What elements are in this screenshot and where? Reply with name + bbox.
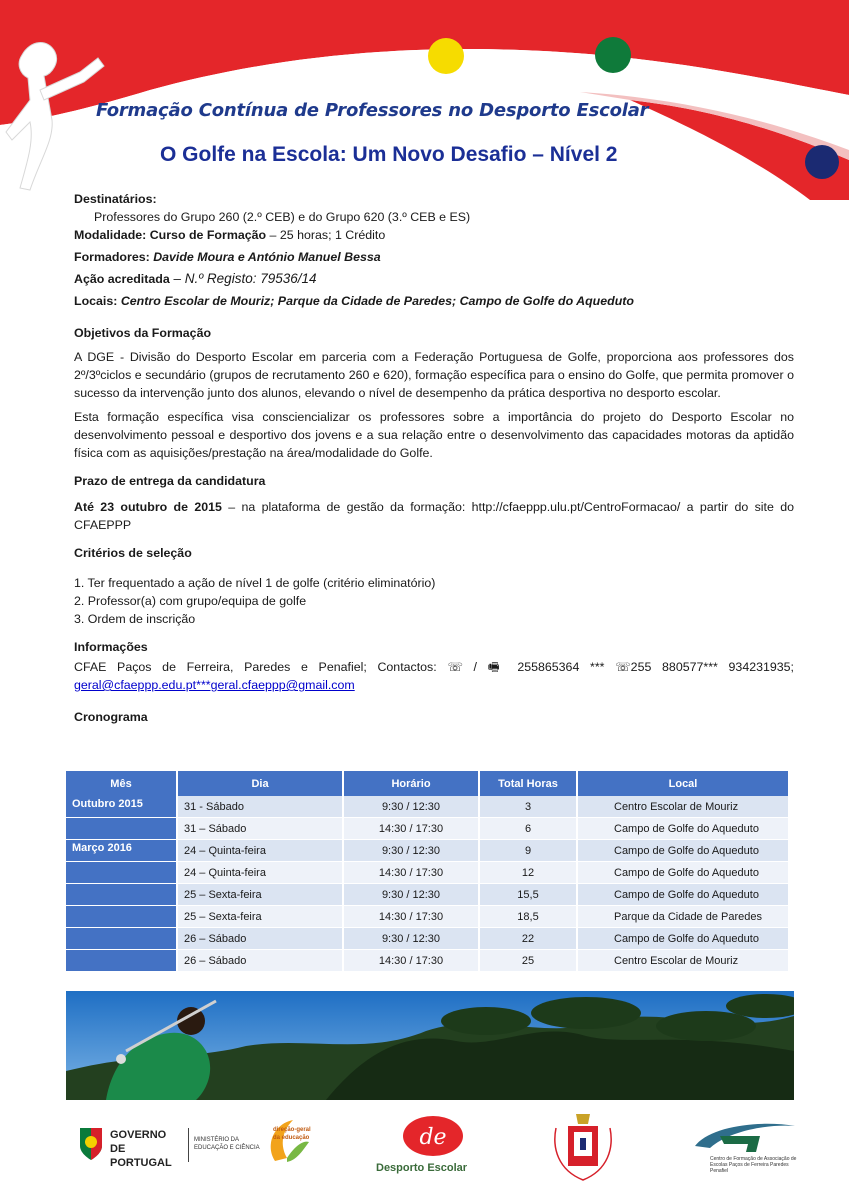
desporto-escolar-logo: [368, 1114, 498, 1180]
cell-horario: 14:30 / 17:30: [344, 862, 480, 884]
cell-dia: 24 – Quinta-feira: [178, 862, 344, 884]
cell-horario: 14:30 / 17:30: [344, 906, 480, 928]
modalidade-line: [74, 226, 794, 244]
cell-local: Campo de Golfe do Aqueduto: [578, 840, 790, 862]
email-link[interactable]: geral@cfaeppp.edu.pt***geral.cfaeppp@gmail.com: [74, 678, 355, 692]
cell-total-horas: 25: [480, 950, 578, 972]
criterios-list: [74, 574, 794, 628]
cfae-logo: [690, 1118, 800, 1182]
cell-total-horas: 12: [480, 862, 578, 884]
svg-text:de: de: [419, 1125, 447, 1150]
governo-logo: [78, 1122, 268, 1172]
formadores-text: Davide Moura e António Manuel Bessa: [149, 250, 381, 264]
cell-mes: [66, 906, 178, 928]
cell-mes: [66, 862, 178, 884]
table-row: [66, 906, 790, 928]
prazo-text: – na plataforma de gestão da formação: http://cfaeppp.ulu.pt/CentroFormacao/ a partir do site do CFAEPPP: [74, 500, 794, 532]
acao-label: Ação acreditada: [74, 272, 170, 286]
navy-ball-icon: [805, 145, 839, 179]
column-header-total-horas: Total Horas: [480, 771, 578, 796]
page-title: O Golfe na Escola: Um Novo Desafio – Nível 2: [160, 143, 618, 166]
cfae-text: Centro de Formação de Associação de Escolas Paços de Ferreira Paredes Penafiel: [710, 1156, 797, 1174]
criterio-item: 2. Professor(a) com grupo/equipa de golfe: [74, 594, 307, 608]
prazo-date: Até 23 outubro de 2015: [74, 500, 222, 514]
table-header-row: [66, 771, 790, 796]
informacoes-contacts: CFAE Paços de Ferreira, Paredes e Penafiel; Contactos: ☏ / 🖷 255865364 *** ☏255 880577*** 934231935;: [74, 660, 794, 674]
cronograma-heading: Cronograma: [74, 710, 148, 724]
cell-total-horas: 22: [480, 928, 578, 950]
de-emblem-icon: [398, 1114, 468, 1158]
sponsor-logos: [60, 1108, 800, 1188]
acao-text: – N.º Registo: 79536/14: [169, 271, 317, 286]
federacao-crest-icon: [548, 1108, 618, 1188]
table-body: [66, 796, 790, 972]
criterio-item: 1. Ter frequentado a ação de nível 1 de golfe (critério eliminatório): [74, 576, 436, 590]
objetivos-paragraph-2: Esta formação específica visa consciencializar os professores sobre a importância do projeto do Desporto Escolar no desenvolvimento pessoal e desportivo dos jovens e a sua relação entre o desenvolvimento das capacidades motoras da aptidão física com as aquisições/prestação na área/modalidade do Golfe.: [74, 410, 794, 460]
portugal-shield-icon: [78, 1126, 104, 1162]
table-row: [66, 928, 790, 950]
dge-logo: [265, 1116, 335, 1176]
column-header-dia: Dia: [178, 771, 344, 796]
cfae-swoosh-icon: [690, 1118, 800, 1154]
cell-horario: 9:30 / 12:30: [344, 928, 480, 950]
cell-local: Parque da Cidade de Paredes: [578, 906, 790, 928]
objetivos-heading: Objetivos da Formação: [74, 326, 212, 340]
golf-photo: [66, 991, 794, 1100]
table-row: [66, 862, 790, 884]
table-row: [66, 818, 790, 840]
cell-local: Campo de Golfe do Aqueduto: [578, 928, 790, 950]
destinatarios-label: Destinatários:: [74, 192, 157, 206]
criterio-item: 3. Ordem de inscrição: [74, 612, 196, 626]
table-row: [66, 796, 790, 818]
cell-mes: [66, 950, 178, 972]
cell-horario: 9:30 / 12:30: [344, 840, 480, 862]
cell-total-horas: 3: [480, 796, 578, 818]
cell-local: Centro Escolar de Mouriz: [578, 950, 790, 972]
governo-text: GOVERNO DE PORTUGAL: [110, 1129, 172, 1169]
cell-total-horas: 15,5: [480, 884, 578, 906]
cell-mes: [66, 818, 178, 840]
cell-total-horas: 6: [480, 818, 578, 840]
informacoes-emails-line: [74, 676, 794, 694]
table-row: [66, 840, 790, 862]
cell-dia: 31 - Sábado: [178, 796, 344, 818]
cell-horario: 9:30 / 12:30: [344, 884, 480, 906]
cell-local: Campo de Golfe do Aqueduto: [578, 884, 790, 906]
cell-local: Campo de Golfe do Aqueduto: [578, 862, 790, 884]
green-ball-icon: [595, 37, 631, 73]
cell-mes: [66, 884, 178, 906]
criterios-heading: Critérios de seleção: [74, 546, 192, 560]
modalidade-text: – 25 horas; 1 Crédito: [266, 228, 386, 242]
column-header-mes: Mês: [66, 771, 178, 796]
column-header-horario: Horário: [344, 771, 480, 796]
objetivos-paragraph-1: A DGE - Divisão do Desporto Escolar em parceria com a Federação Portuguesa de Golfe, proporciona aos professores dos 2º/3ºciclos e secundário (grupos de recrutamento 260 e 620), formação específica para o ensino do Golfe, que permita promover o sucesso da intervenção junto dos alunos, elevando o nível de desempenho da prática desportiva no desporto escolar.: [74, 350, 794, 400]
cell-dia: 25 – Sexta-feira: [178, 884, 344, 906]
cell-mes: [66, 928, 178, 950]
cell-mes: Outubro 2015: [66, 796, 178, 818]
locais-line: [74, 292, 794, 310]
table-row: [66, 884, 790, 906]
cell-horario: 14:30 / 17:30: [344, 818, 480, 840]
modalidade-label: Modalidade: Curso de Formação: [74, 228, 267, 242]
cell-horario: 14:30 / 17:30: [344, 950, 480, 972]
dge-text: direção-geral da educação: [273, 1127, 311, 1141]
cell-local: Centro Escolar de Mouriz: [578, 796, 790, 818]
cell-horario: 9:30 / 12:30: [344, 796, 480, 818]
cronograma-table: [66, 771, 790, 972]
page-subtitle: Formação Contínua de Professores no Desporto Escolar: [96, 100, 649, 121]
document-body: [74, 190, 794, 732]
federacao-golfe-logo: [548, 1108, 618, 1188]
cell-dia: 24 – Quinta-feira: [178, 840, 344, 862]
formadores-label: Formadores:: [74, 250, 150, 264]
ministerio-text: MINISTÉRIO DA EDUCAÇÃO E CIÊNCIA: [194, 1137, 260, 1151]
destinatarios-text: Professores do Grupo 260 (2.º CEB) e do Grupo 620 (3.º CEB e ES): [94, 210, 471, 224]
locais-label: Locais:: [74, 294, 118, 308]
cell-dia: 25 – Sexta-feira: [178, 906, 344, 928]
acao-line: [74, 270, 794, 288]
cell-dia: 26 – Sábado: [178, 950, 344, 972]
yellow-ball-icon: [428, 38, 464, 74]
table-row: [66, 950, 790, 972]
cell-total-horas: 18,5: [480, 906, 578, 928]
cell-dia: 26 – Sábado: [178, 928, 344, 950]
desporto-escolar-text: Desporto Escolar: [376, 1162, 468, 1174]
informacoes-heading: Informações: [74, 640, 148, 654]
locais-text: Centro Escolar de Mouriz; Parque da Cidade de Paredes; Campo de Golfe do Aqueduto: [117, 294, 634, 308]
cell-local: Campo de Golfe do Aqueduto: [578, 818, 790, 840]
formadores-line: [74, 248, 794, 266]
cell-mes: Março 2016: [66, 840, 178, 862]
cell-dia: 31 – Sábado: [178, 818, 344, 840]
prazo-heading: Prazo de entrega da candidatura: [74, 474, 266, 488]
cell-total-horas: 9: [480, 840, 578, 862]
column-header-local: Local: [578, 771, 790, 796]
prazo-paragraph: [74, 498, 794, 534]
